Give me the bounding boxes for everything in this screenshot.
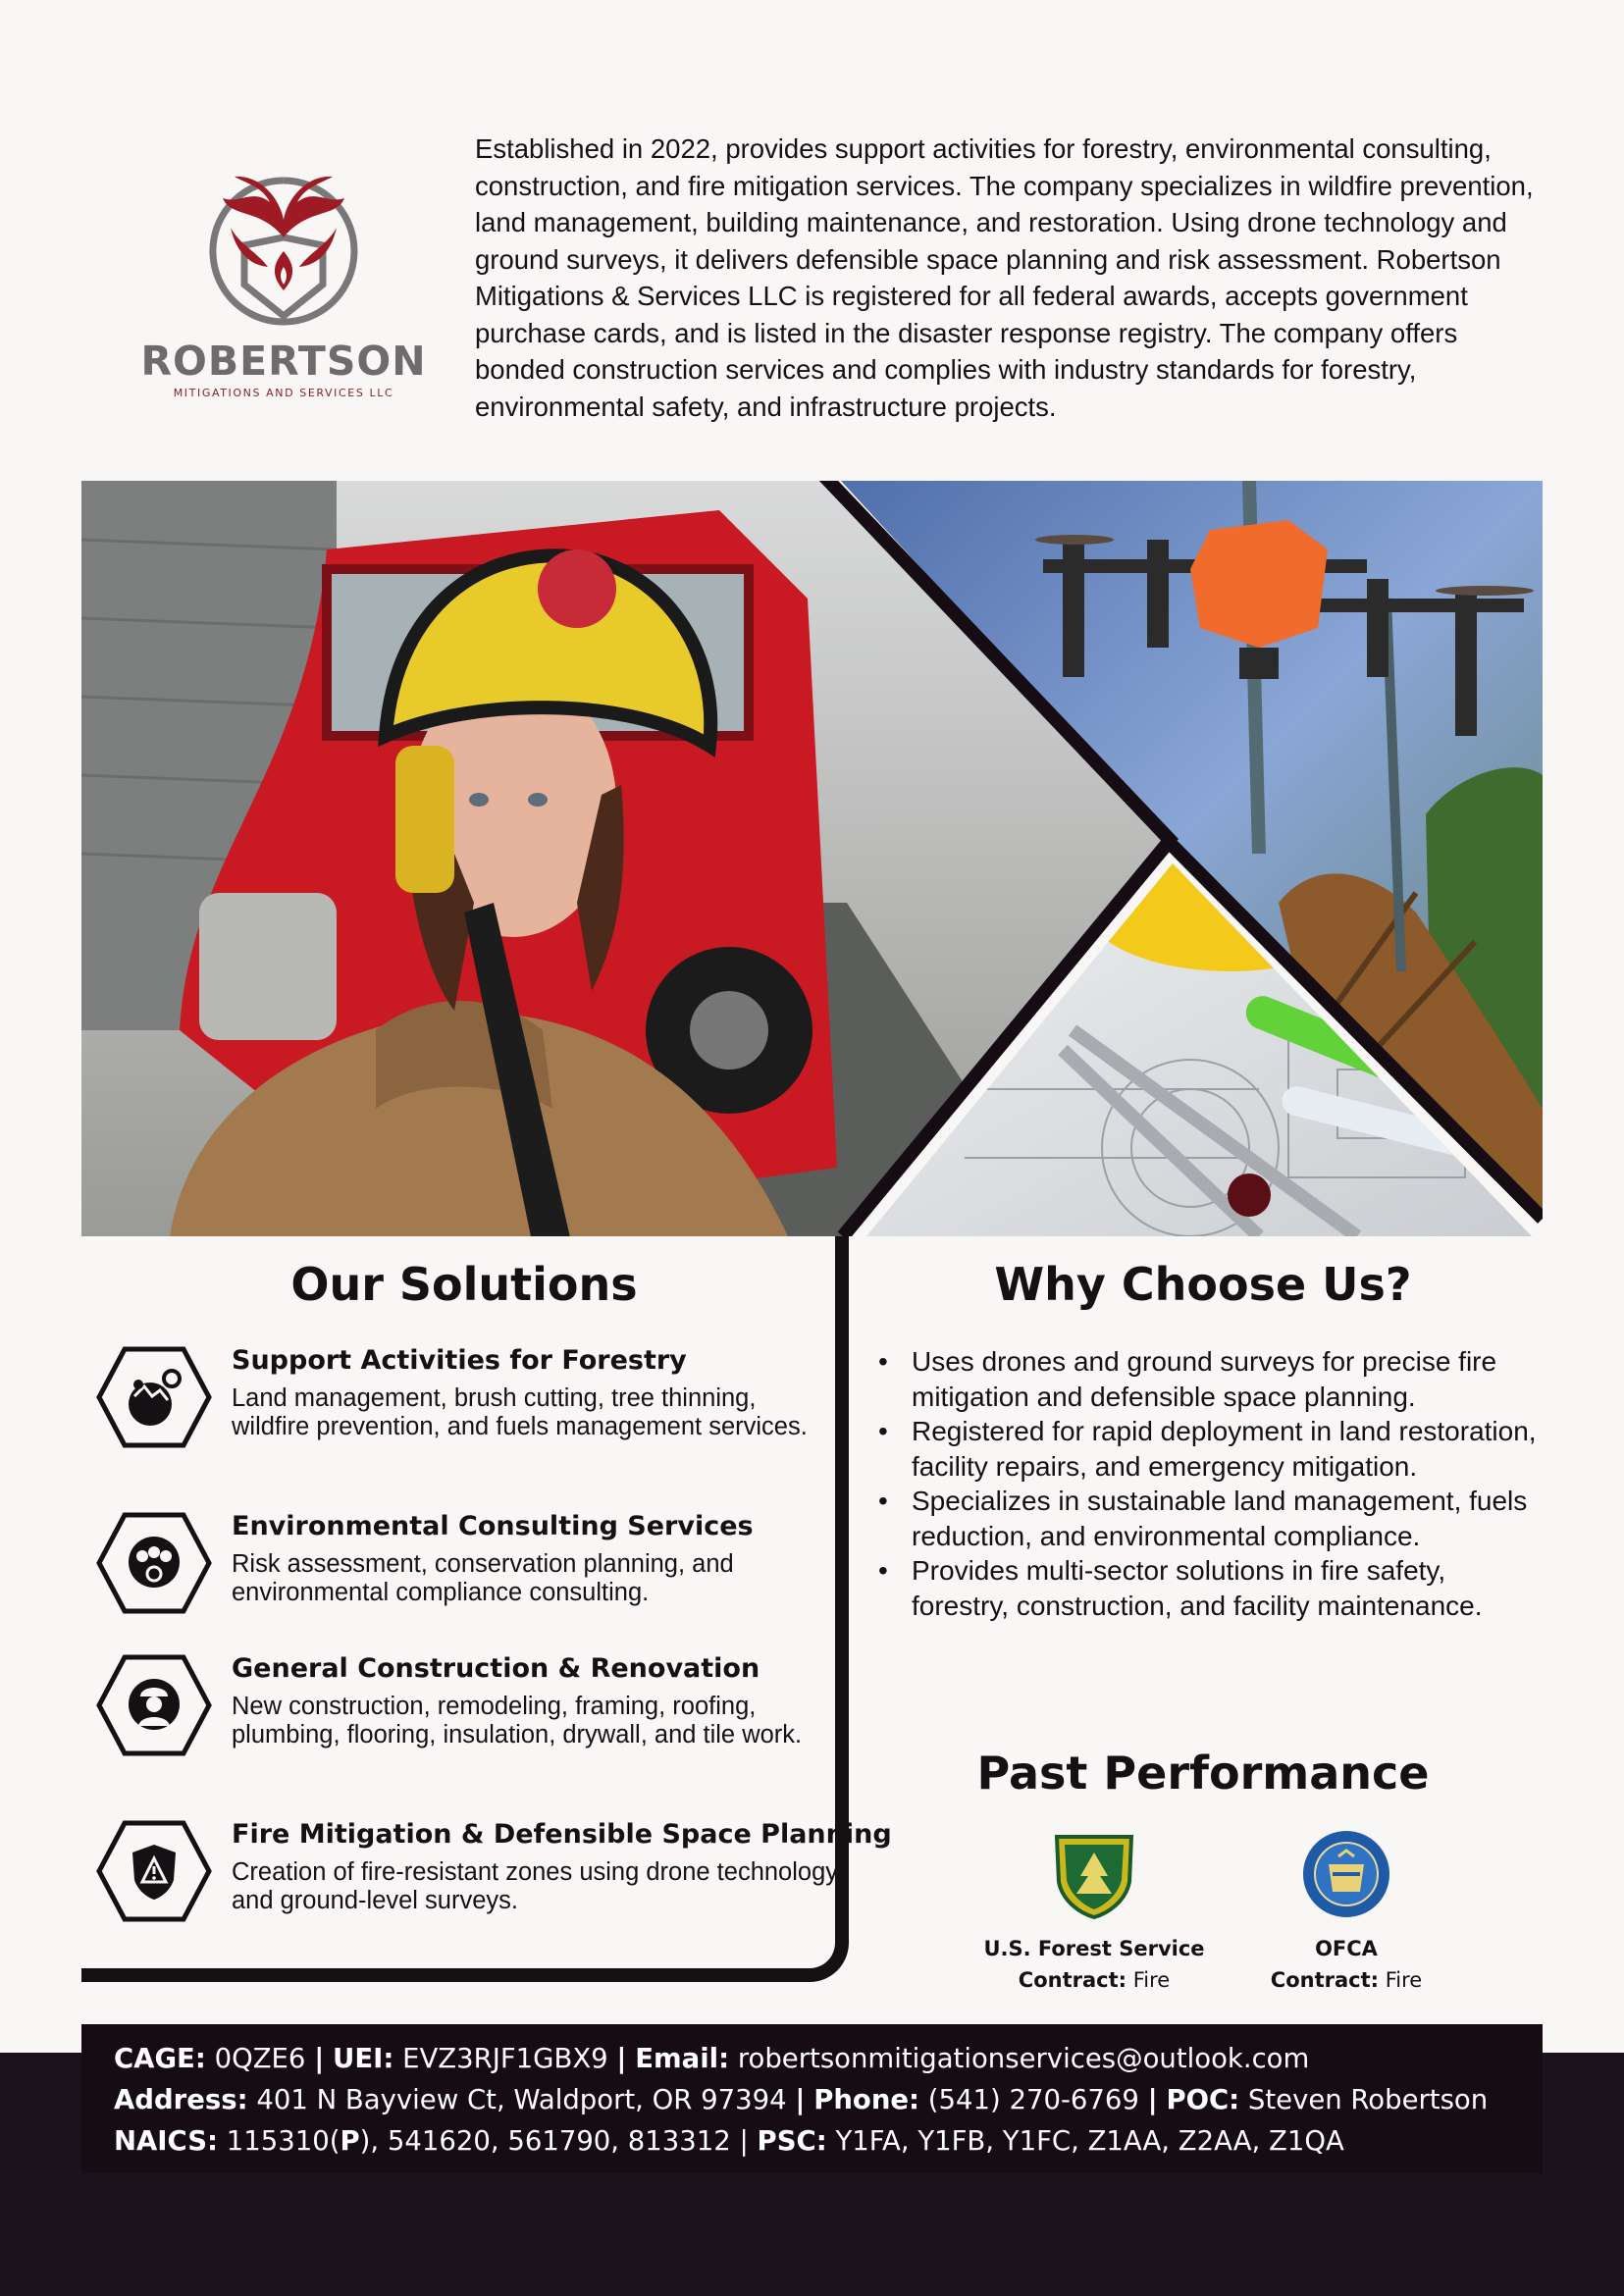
agency-name: OFCA <box>1315 1937 1378 1960</box>
solution-description: New construction, remodeling, framing, roofing, plumbing, flooring, insulation, drywall, and tile work. <box>232 1693 803 1748</box>
consulting-icon <box>95 1511 213 1615</box>
company-logo <box>123 169 445 404</box>
solution-description: Creation of fire-resistant zones using drone technology and ground-level surveys. <box>232 1858 839 1914</box>
solution-description: Land management, brush cutting, tree thinning, wildfire prevention, and fuels management services. <box>232 1384 808 1440</box>
hero-photo-collage <box>81 481 1543 1236</box>
forestry-icon <box>95 1345 213 1449</box>
email-link[interactable]: robertsonmitigationservices@outlook.com <box>737 2043 1310 2074</box>
company-intro: Established in 2022, provides support activities for forestry, environmental consulting, construction, and fire mitigation services. The company specializes in wildfire prevention, land management, building maintenance, and restoration. Using drone technology and ground surveys, it delivers defensible space planning and risk assessment. Robertson Mitigations & Services LLC is registered for all federal awards, accepts government purchase cards, and is listed in the disaster response registry. The company offers bonded construction services and complies with industry standards for forestry, environmental safety, and infrastructure projects. <box>475 133 1534 422</box>
poc-name: Steven Robertson <box>1247 2084 1489 2115</box>
footer-line-codes: NAICS: 115310(P), 541620, 561790, 813312 | PSC: Y1FA, Y1FB, Y1FC, Z1AA, Z2AA, Z1QA <box>114 2125 1344 2157</box>
treasury-seal-icon <box>1299 1827 1393 1921</box>
list-item: • Specializes in sustainable land management, fuels reduction, and environmental compliance. <box>878 1484 1545 1553</box>
brand-name: ROBERTSON <box>140 338 427 385</box>
why-choose-us-list <box>878 1344 1545 1623</box>
agency-forest-service <box>976 1827 1212 1992</box>
psc-codes: Y1FA, Y1FB, Y1FC, Z1AA, Z2AA, Z1QA <box>835 2125 1344 2157</box>
solution-item-construction <box>95 1653 851 1771</box>
solution-item-consulting <box>95 1511 851 1629</box>
worker-icon <box>95 1653 213 1757</box>
footer-info <box>81 2024 1543 2173</box>
solution-item-fire-mitigation <box>95 1819 892 1937</box>
uei-code: EVZ3RJF1GBX9 <box>402 2043 608 2074</box>
agency-name: U.S. Forest Service <box>983 1937 1205 1960</box>
agency-ofca <box>1229 1827 1464 1992</box>
address: 401 N Bayview Ct, Waldport, OR 97394 <box>256 2084 787 2115</box>
agency-contract: Contract: Fire <box>1018 1968 1171 1992</box>
warning-shield-icon <box>95 1819 213 1923</box>
solution-heading: Environmental Consulting Services <box>232 1511 754 1541</box>
list-item: • Registered for rapid deployment in land restoration, facility repairs, and emergency mitigation. <box>878 1414 1545 1484</box>
why-choose-us-title: Why Choose Us? <box>994 1258 1412 1311</box>
solution-heading: General Construction & Renovation <box>232 1653 760 1684</box>
solutions-title: Our Solutions <box>290 1258 638 1311</box>
naics-codes: 115310(P), 541620, 561790, 813312 <box>226 2125 731 2157</box>
phone-link[interactable]: (541) 270-6769 <box>927 2084 1139 2115</box>
past-performance-title: Past Performance <box>976 1747 1430 1800</box>
cage-code: 0QZE6 <box>214 2043 306 2074</box>
list-item: • Uses drones and ground surveys for precise fire mitigation and defensible space planning. <box>878 1344 1545 1414</box>
footer-line-ids: CAGE: 0QZE6 | UEI: EVZ3RJF1GBX9 | Email: robertsonmitigationservices@outlook.com <box>114 2043 1310 2074</box>
agency-contract: Contract: Fire <box>1270 1968 1423 1992</box>
forest-service-shield-icon <box>1047 1827 1141 1921</box>
solution-heading: Fire Mitigation & Defensible Space Planning <box>232 1819 892 1850</box>
solution-description: Risk assessment, conservation planning, and environmental compliance consulting. <box>232 1550 734 1606</box>
footer-line-contact: Address: 401 N Bayview Ct, Waldport, OR 97394 | Phone: (541) 270-6769 | POC: Steven Robertson <box>114 2084 1489 2115</box>
phoenix-emblem-icon <box>201 169 366 334</box>
brand-tagline: MITIGATIONS AND SERVICES LLC <box>173 387 394 399</box>
list-item: • Provides multi-sector solutions in fire safety, forestry, construction, and facility maintenance. <box>878 1553 1545 1623</box>
solution-item-forestry <box>95 1345 851 1463</box>
solution-heading: Support Activities for Forestry <box>232 1345 687 1376</box>
